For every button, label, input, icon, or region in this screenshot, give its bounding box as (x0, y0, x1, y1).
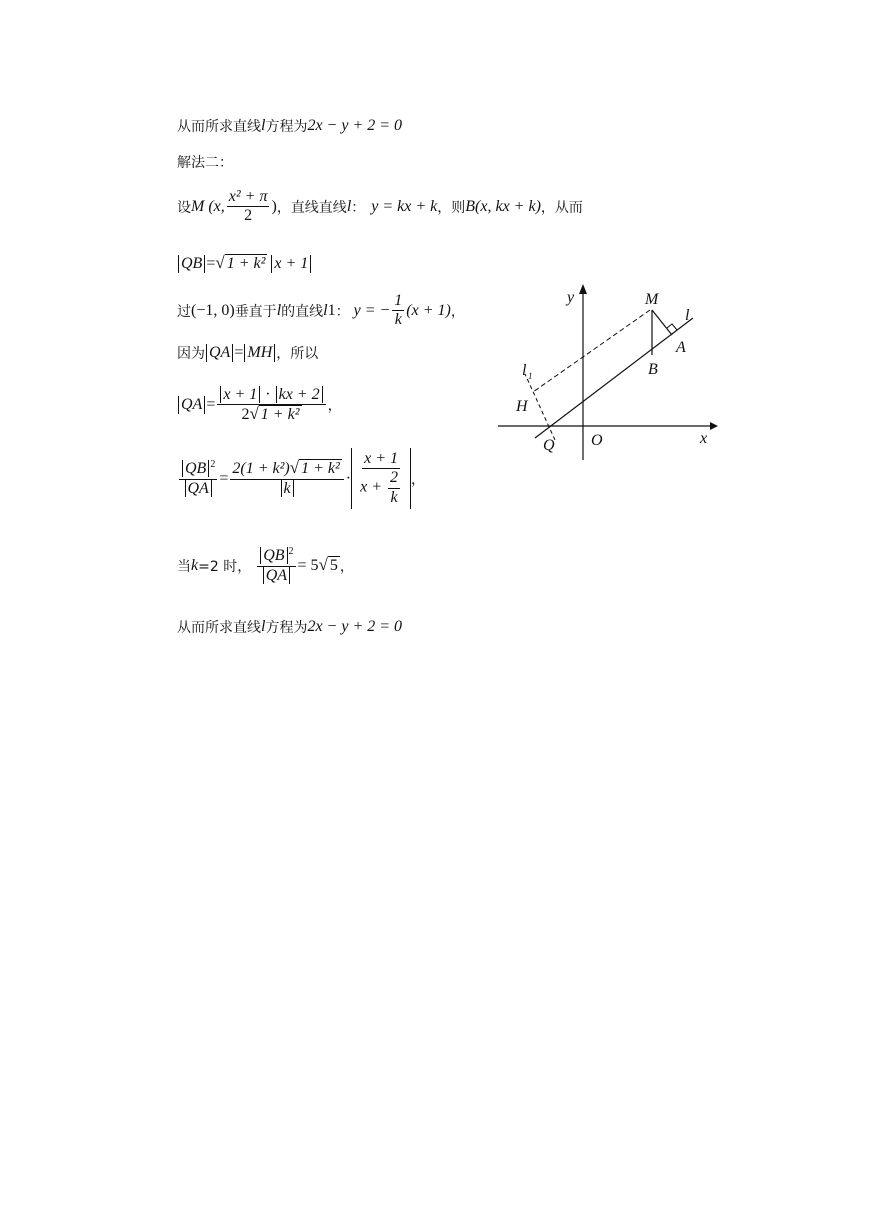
line-name: l (261, 117, 266, 134)
perp-prefix: 过 (177, 303, 191, 320)
result-line-2 (177, 617, 402, 637)
qa-num-b: kx + 2 (276, 386, 323, 403)
ratio-rhs-rad: 1 + k² (301, 460, 340, 478)
point-m-right: ) (271, 197, 277, 215)
when-prefix: 当 (177, 558, 191, 575)
ratio-square: 2 (210, 459, 216, 471)
m-fraction (227, 188, 270, 226)
when-val: =2 时， (198, 558, 252, 575)
ratio-big-abs (351, 448, 411, 509)
qa-eq: = (206, 396, 216, 414)
perp-eq-right: (x + 1) (406, 301, 451, 319)
perp-end: ， (450, 303, 465, 320)
when-den: QA (263, 567, 290, 584)
qb-abs: QB (178, 255, 205, 273)
ratio-eq: = (219, 469, 229, 487)
label-a: A (676, 339, 686, 356)
when-rad: 5 (329, 557, 338, 575)
perp-den: k (394, 311, 402, 329)
method-label: 解法二： (177, 155, 233, 171)
when-line (177, 546, 354, 585)
because-prefix: 因为 (177, 346, 205, 362)
perp-l: l (276, 301, 282, 319)
setup-then: ，则 (437, 199, 466, 216)
result2-line-name: l (261, 618, 266, 635)
result-mid: 方程为 (265, 119, 308, 135)
label-l1-sub: 1 (528, 371, 533, 381)
qa-num (217, 386, 325, 405)
segment-ma (652, 310, 672, 335)
label-q: Q (543, 437, 555, 454)
when-k: k (191, 556, 199, 574)
qa-den-rad: 1 + k² (260, 406, 300, 424)
label-l: l (685, 307, 690, 324)
label-h: H (516, 398, 528, 415)
qb-tail: x + 1 (271, 255, 311, 273)
when-num: QB (260, 547, 287, 564)
label-m: M (645, 291, 659, 308)
when-sqrt: √ 5 (318, 555, 338, 575)
qa-fraction (217, 386, 325, 425)
qa-line (177, 386, 342, 425)
line-l (535, 318, 693, 438)
perp-eq-left: y = − (353, 301, 391, 319)
line-equation: y = kx + k (371, 197, 438, 215)
y-axis-arrow (579, 284, 587, 294)
result-prefix: 从而所求直线 (177, 119, 261, 135)
ratio-big-num: x + 1 (362, 450, 400, 469)
because-eq: = (234, 344, 244, 361)
m-fraction-den: 2 (244, 207, 253, 225)
coordinate-figure (495, 280, 720, 465)
ratio-left (179, 459, 217, 498)
setup-colon: ： (351, 199, 366, 216)
setup-mid: ，直线直线 (276, 199, 347, 216)
result2-prefix: 从而所求直线 (177, 620, 261, 636)
because-qa: QA (206, 344, 233, 362)
perp-point: (−1, 0) (191, 301, 235, 319)
result2-mid: 方程为 (265, 620, 308, 636)
ratio-rhs-den: k (281, 480, 294, 497)
qb-sqrt: √ 1 + k² (215, 253, 266, 272)
qb-line (177, 254, 312, 273)
ratio-inner-num: 2 (388, 469, 400, 488)
label-b: B (648, 361, 658, 378)
ratio-line (177, 448, 425, 509)
label-x: x (700, 430, 708, 447)
right-angle-mark (667, 324, 677, 330)
when-square: 2 (288, 546, 294, 557)
ratio-num: QB (182, 460, 209, 477)
m-fraction-num: x² + π (227, 188, 270, 207)
qa-end: ， (327, 398, 342, 415)
ratio-big-den (358, 469, 404, 507)
qb-radicand: 1 + k² (226, 255, 266, 272)
setup-end: ，从而 (540, 199, 583, 216)
result-line-1 (177, 116, 402, 136)
qa-den-a: 2 (241, 406, 250, 424)
ratio-rhs-num: 2(1 + k²) (232, 460, 290, 478)
ratio-big-den-a: x + (360, 478, 386, 496)
qa-dot: · (261, 386, 275, 403)
setup-l: l (346, 197, 352, 215)
when-eq: = 5 (297, 556, 319, 574)
qa-den: 2 √ 1 + k² (241, 404, 300, 424)
because-end: ，所以 (276, 346, 319, 362)
when-frac (257, 546, 295, 585)
perp-num: 1 (392, 292, 404, 311)
ratio-inner-frac (388, 469, 400, 507)
qa-abs: QA (178, 396, 205, 414)
result-equation: 2x − y + 2 = 0 (307, 117, 403, 134)
perp-l1-sub: 1 (327, 301, 336, 319)
perp-fraction (392, 292, 404, 330)
ratio-rhs: 2(1 + k²) √ 1 + k² k (230, 459, 343, 498)
x-axis-arrow (710, 422, 718, 430)
line-l1 (525, 374, 555, 440)
label-y: y (567, 289, 575, 306)
qb-eq: = (206, 254, 216, 272)
ratio-dot: · (345, 469, 352, 487)
ratio-den: QA (185, 480, 212, 497)
point-m-left: M (x, (191, 197, 225, 215)
perp-mid2: 的直线 (281, 303, 324, 320)
qa-num-a: x + 1 (220, 386, 260, 403)
perp-mid: 垂直于 (234, 303, 277, 320)
method-heading (177, 152, 233, 172)
when-end: ， (339, 558, 354, 575)
ratio-big-frac (358, 450, 404, 507)
because-mh: MH (244, 344, 275, 362)
result2-equation: 2x − y + 2 = 0 (307, 618, 403, 635)
perp-colon: ： (335, 303, 350, 320)
setup-prefix: 设 (177, 199, 191, 216)
ratio-end: ， (411, 471, 425, 488)
point-b: B(x, kx + k) (465, 197, 541, 215)
perp-l1: l (323, 301, 328, 319)
ratio-inner-den: k (390, 488, 398, 506)
label-l1: l (522, 362, 527, 379)
segment-mh (533, 310, 650, 392)
label-o: O (591, 432, 603, 449)
because-line (177, 343, 318, 363)
setup-line (177, 188, 583, 226)
perp-line (177, 292, 465, 330)
